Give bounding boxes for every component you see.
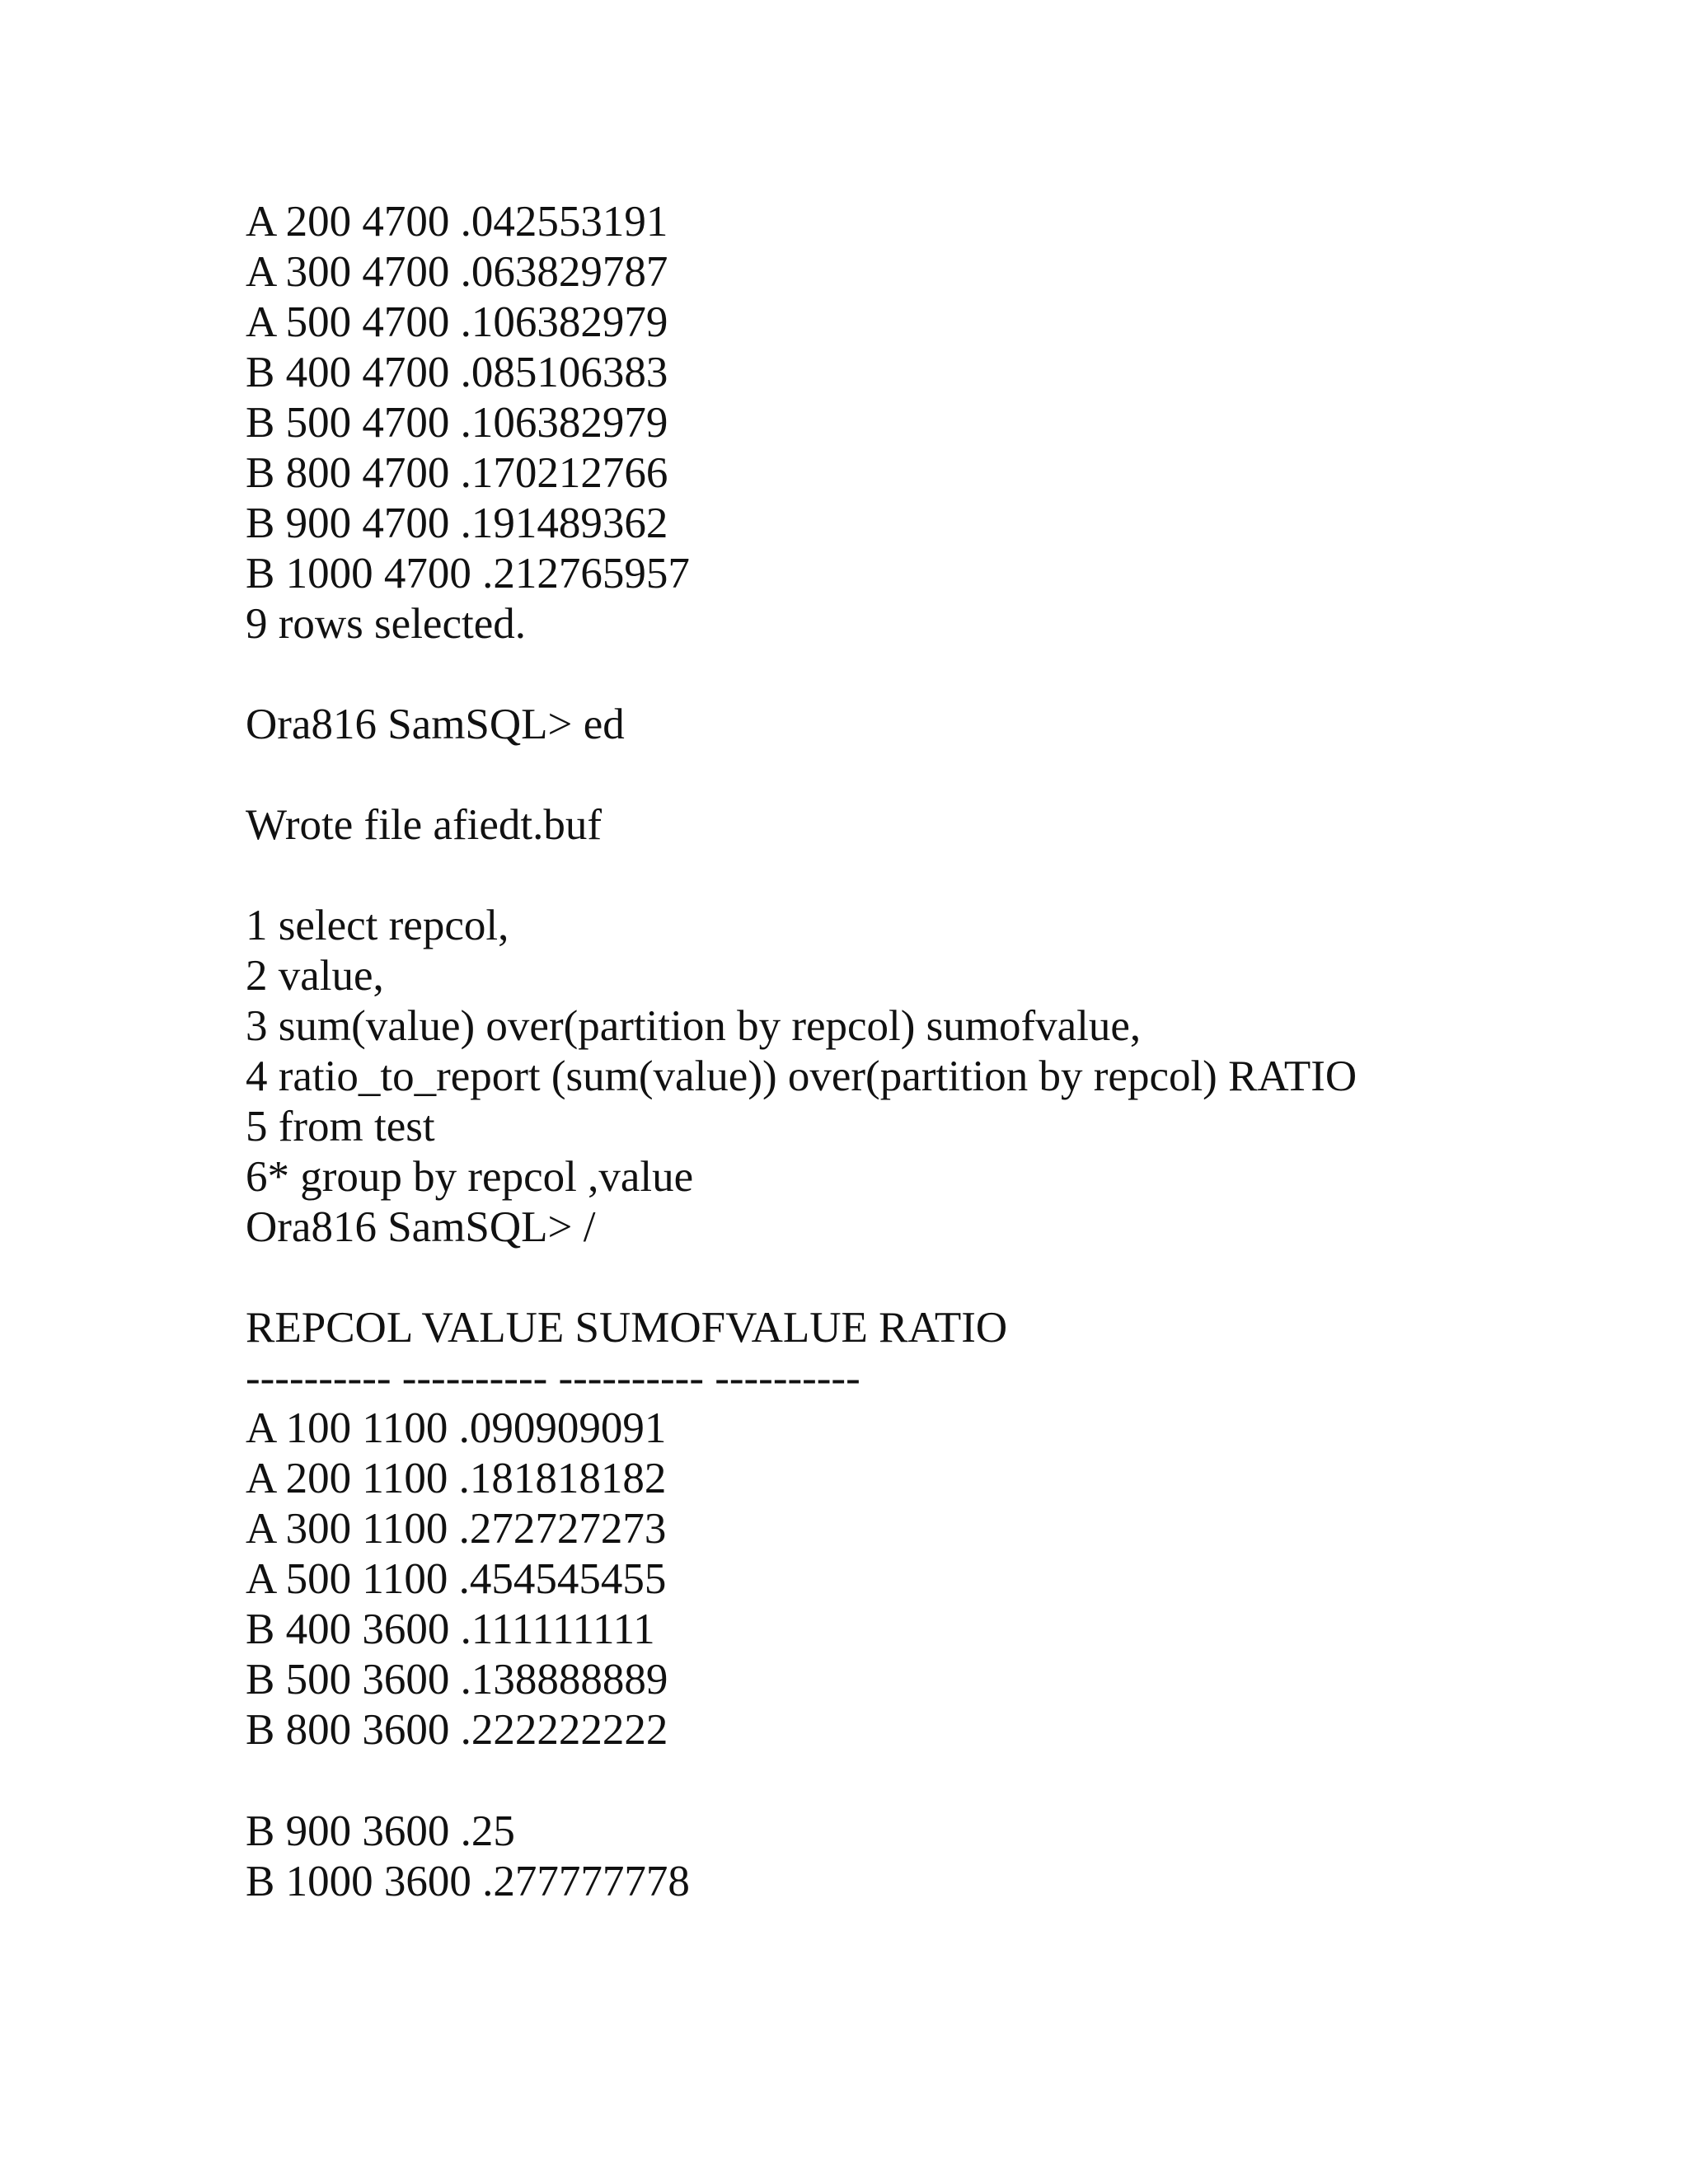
sql-line: 1 select repcol, [246,902,509,949]
result-row: B 400 3600 .111111111 [246,1605,655,1653]
result-row: A 200 4700 .042553191 [246,198,668,246]
result-row: A 100 1100 .090909091 [246,1404,667,1452]
wrote-file-line: Wrote file afiedt.buf [246,801,602,849]
result-row: A 500 1100 .454545455 [246,1555,667,1603]
rows-selected-footer: 9 rows selected. [246,600,526,648]
result-row: B 400 4700 .085106383 [246,349,668,396]
result-row: B 800 4700 .170212766 [246,449,668,497]
sql-line: 3 sum(value) over(partition by repcol) sumofvalue, [246,1002,1142,1050]
result-row: B 500 4700 .106382979 [246,399,668,447]
query-result-1 [246,197,690,649]
sql-prompt-line: Ora816 SamSQL> ed [246,701,625,748]
sql-query-listing [246,901,1357,1253]
result-separator: ---------- ---------- ---------- ---------- [246,1354,860,1402]
result-row: A 200 1100 .181818182 [246,1455,667,1502]
result-row: B 800 3600 .222222222 [246,1706,668,1754]
query-result-2 [246,1303,1007,1755]
result-row: B 500 3600 .138888889 [246,1656,668,1704]
sql-line: 5 from test [246,1103,435,1151]
wrote-file-message [246,800,602,851]
sql-line: 6* group by repcol ,value [246,1153,694,1201]
sql-line: 4 ratio_to_report (sum(value)) over(partition by repcol) RATIO [246,1052,1357,1100]
result-row: A 300 1100 .272727273 [246,1505,667,1553]
sql-run-prompt: Ora816 SamSQL> / [246,1203,596,1251]
result-row: B 900 3600 .25 [246,1807,515,1855]
edit-prompt [246,700,625,750]
result-row: B 1000 3600 .277777778 [246,1858,690,1905]
sql-line: 2 value, [246,952,384,1000]
result-header: REPCOL VALUE SUMOFVALUE RATIO [246,1304,1008,1352]
result-row: B 1000 4700 .212765957 [246,550,690,598]
result-row: A 500 4700 .106382979 [246,298,668,346]
result-row: B 900 4700 .191489362 [246,499,668,547]
query-result-2-continued [246,1807,690,1907]
result-row: A 300 4700 .063829787 [246,248,668,296]
